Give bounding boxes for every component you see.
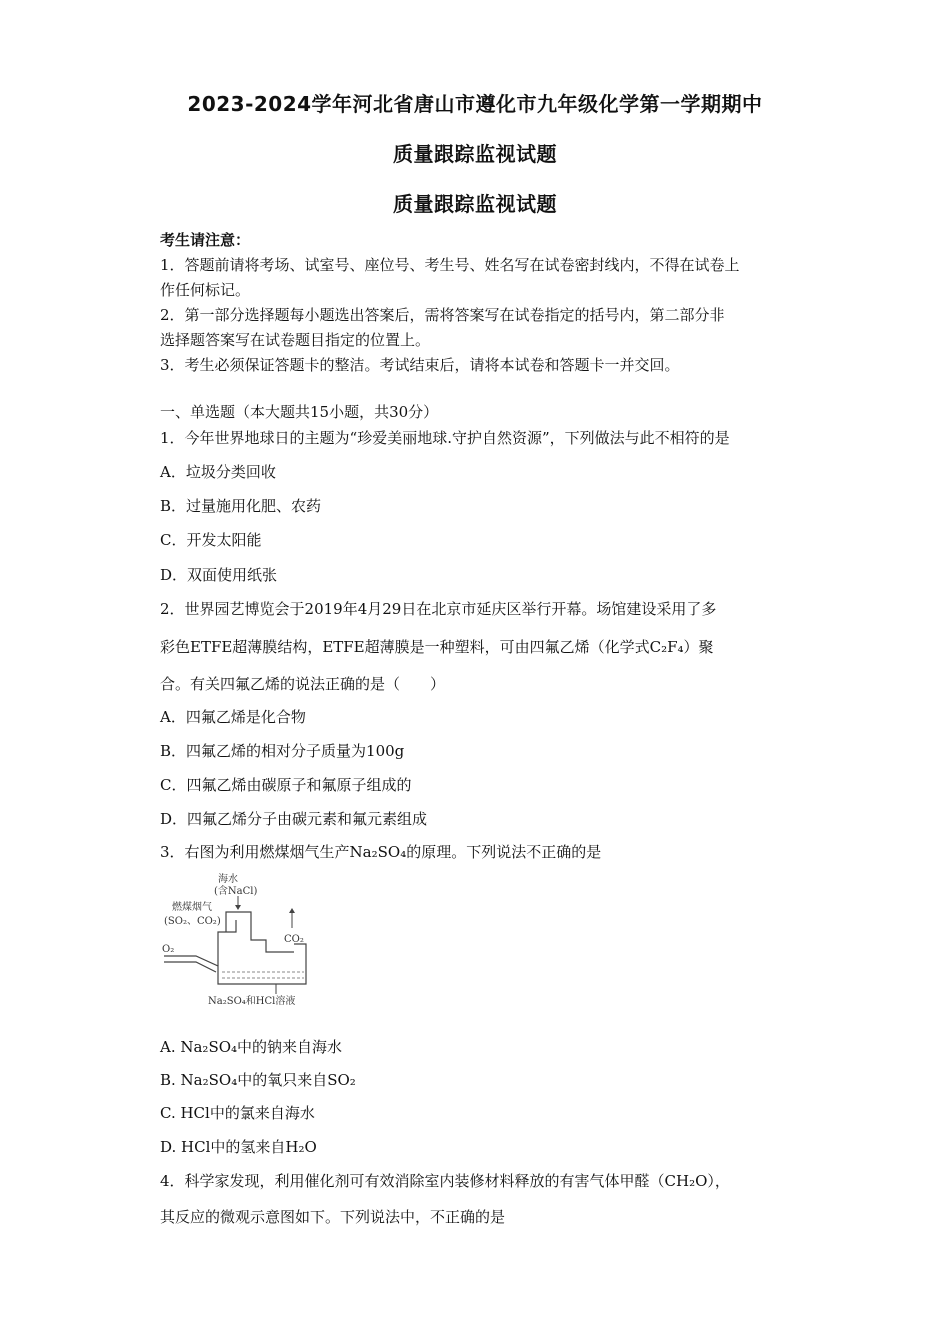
- q4-stem-1: 4．科学家发现，利用催化剂可有效消除室内装修材料释放的有害气体甲醛（CH₂O），: [160, 1172, 730, 1190]
- exam-title: 2023-2024学年河北省唐山市遵化市九年级化学第一学期期中: [187, 92, 763, 116]
- q1-stem: 1．今年世界地球日的主题为“珍爱美丽地球.守护自然资源”，下列做法与此不相符的是: [160, 429, 730, 447]
- co2-arrowhead: [289, 908, 295, 913]
- q2-stem-1: 2．世界园艺博览会于2019年4月29日在北京市延庆区举行开幕。场馆建设采用了多: [160, 600, 717, 618]
- q2-option-b: B．四氟乙烯的相对分子质量为100g: [160, 742, 405, 760]
- q2-option-d: D．四氟乙烯分子由碳元素和氟元素组成: [160, 810, 428, 828]
- seawater-arrowhead: [235, 905, 241, 910]
- co2-label: CO₂: [284, 934, 304, 945]
- flue-gas-label: 燃煤烟气: [172, 902, 212, 913]
- exam-subtitle-repeat: 质量跟踪监视试题: [393, 192, 557, 216]
- q2-stem-3: 合。有关四氟乙烯的说法正确的是（ ）: [160, 675, 446, 693]
- q1-option-c: C．开发太阳能: [160, 531, 262, 549]
- q1-option-d: D．双面使用纸张: [160, 566, 278, 584]
- notice-item-2: 2．第一部分选择题每小题选出答案后，需将答案写在试卷指定的括号内，第二部分非: [160, 306, 725, 324]
- flue-gas-sub-label: (SO₂、CO₂): [164, 916, 221, 927]
- seawater-label: 海水: [218, 874, 238, 885]
- q1-option-a: A．垃圾分类回收: [160, 463, 276, 481]
- notice-item-1-cont: 作任何标记。: [160, 281, 251, 299]
- q2-stem-2: 彩色ETFE超薄膜结构，ETFE超薄膜是一种塑料，可由四氟乙烯（化学式C₂F₄）聚: [160, 638, 714, 656]
- q3-option-a: A. Na₂SO₄中的钠来自海水: [160, 1038, 343, 1056]
- notice-item-1: 1．答题前请将考场、试室号、座位号、考生号、姓名写在试卷密封线内，不得在试卷上: [160, 256, 740, 274]
- q3-option-b: B. Na₂SO₄中的氧只来自SO₂: [160, 1071, 356, 1089]
- exam-subtitle: 质量跟踪监视试题: [393, 142, 557, 166]
- product-label: Na₂SO₄和HCl溶液: [208, 996, 296, 1007]
- q1-option-b: B．过量施用化肥、农药: [160, 497, 322, 515]
- q3-process-diagram: [156, 872, 311, 1007]
- notice-item-2-cont: 选择题答案写在试卷题目指定的位置上。: [160, 331, 431, 349]
- notice-item-3: 3．考生必须保证答题卡的整洁。考试结束后，请将本试卷和答题卡一并交回。: [160, 356, 680, 374]
- o2-label: O₂: [162, 944, 175, 955]
- q3-option-c: C. HCl中的氯来自海水: [160, 1104, 315, 1122]
- q3-option-d: D. HCl中的氢来自H₂O: [160, 1138, 317, 1156]
- seawater-sub-label: (含NaCl): [214, 886, 258, 897]
- q2-option-c: C．四氟乙烯由碳原子和氟原子组成的: [160, 776, 412, 794]
- q4-stem-2: 其反应的微观示意图如下。下列说法中，不正确的是: [160, 1208, 506, 1226]
- q2-option-a: A．四氟乙烯是化合物: [160, 708, 306, 726]
- inlet-pipe: [164, 962, 216, 972]
- section-heading: 一、单选题（本大题共15小题，共30分）: [160, 403, 439, 421]
- notice-heading: 考生请注意：: [160, 231, 251, 249]
- q3-stem: 3．右图为利用燃煤烟气生产Na₂SO₄的原理。下列说法不正确的是: [160, 843, 602, 861]
